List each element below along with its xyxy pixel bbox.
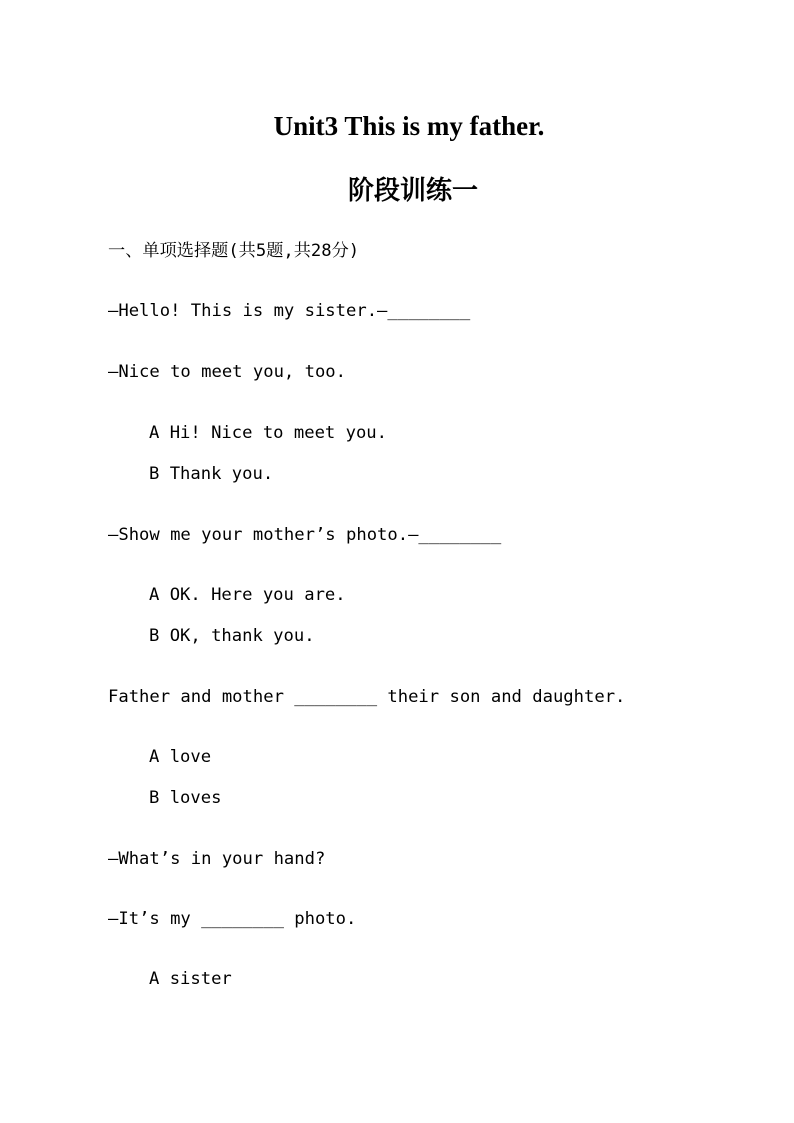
- document-subtitle: 阶段训练一: [347, 176, 478, 205]
- question-1-line-1: —Hello! This is my sister.—________: [108, 301, 471, 321]
- question-2-option-b: B OK, thank you.: [149, 626, 315, 646]
- question-3-option-b: B loves: [149, 788, 222, 808]
- question-3-line-1: Father and mother ________ their son and daughter.: [108, 687, 626, 707]
- section-heading: 一、单项选择题(共5题,共28分): [108, 241, 360, 261]
- question-4-line-1: —What’s in your hand?: [108, 849, 326, 869]
- question-4-option-a: A sister: [149, 969, 232, 989]
- document-title: Unit3 This is my father.: [273, 111, 545, 141]
- question-2-option-a: A OK. Here you are.: [149, 585, 346, 605]
- question-1-line-2: —Nice to meet you, too.: [108, 362, 346, 382]
- question-4-line-2: —It’s my ________ photo.: [108, 909, 357, 929]
- question-1-option-a: A Hi! Nice to meet you.: [149, 423, 387, 443]
- question-3-option-a: A love: [149, 747, 212, 767]
- question-1-option-b: B Thank you.: [149, 464, 274, 484]
- question-2-line-1: —Show me your mother’s photo.—________: [108, 525, 502, 545]
